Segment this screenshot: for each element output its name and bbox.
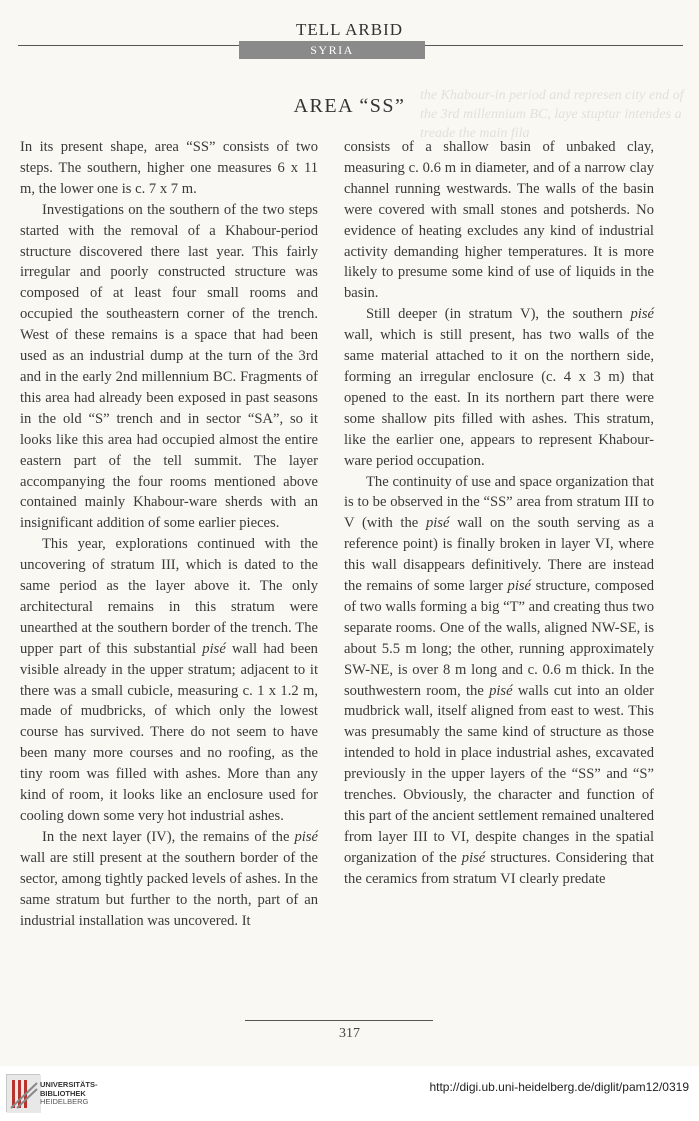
paragraph: In its present shape, area “SS” consists of two steps. The southern, higher one measures 6 x 11 m, the lower one is c. 7 x 7 m. <box>20 139 318 197</box>
viewer-footer <box>0 1066 699 1121</box>
italic-term: pisé <box>294 828 318 845</box>
page-number: 317 <box>339 1026 360 1041</box>
paragraph: consists of a shallow basin of unbaked clay, measuring c. 0.6 m in diameter, and of a narrow clay channel running westwards. The walls of the basin were covered with small stones and potsherds. No evidence of heating excludes any kind of industrial activity demanding higher temperatures. It is more likely to presume some kind of use of liquids in the basin. <box>344 139 654 302</box>
running-header-title: TELL ARBID <box>295 20 404 39</box>
italic-term: pisé <box>489 682 513 699</box>
paragraph: Still deeper (in stratum V), the southern pisé wall, which is still present, has two walls of the same material attached to it on the northern side, forming an irregular enclosure (c. 4 x 3 m) that opened to the east. In its northern part there were some shallow pits filled with ashes. This stratum, like the earlier one, appears to represent Khabour-ware period occupation. <box>344 306 655 469</box>
header-country-badge: SYRIA <box>239 41 425 59</box>
italic-term: pisé <box>507 578 532 595</box>
university-library-logo-icon[interactable] <box>6 1074 40 1112</box>
permalink-url[interactable]: http://digi.ub.uni-heidelberg.de/diglit/pam12/0319 <box>429 1080 689 1094</box>
paragraph: The continuity of use and space organization that is to be observed in the “SS” area from stratum III to V (with the pisé wall on the south serving as a reference point) is finally broken in layer VI, where this wall disappears definitively. There are instead the remains of some larger pisé structure, composed of two walls forming a big “T” and creating thus two separate rooms. One of the walls, aligned NW-SE, is about 5.5 m long; the other, running approximately SW-NE, is over 8 m long and c. 0.6 m thick. In the southwestern room, the pisé walls cut into an older mudbrick wall, itself aligned from east to west. This was presumably the same kind of structure as those intended to hold in place industrial ashes, excavated previously in the upper layers of the “SS” and “S” trenches. Obviously, the character and function of this part of the ancient settlement remained unaltered from layer III to VI, despite changes in the spatial organization of the pisé structures. Considering that the ceramics from stratum VI clearly predate <box>344 473 655 887</box>
paragraph: Investigations on the southern of the two steps started with the removal of a Khabour-period structure discovered there last year. This fairly irregular and poorly constructed structure was composed of at least four small rooms and occupied the southeastern corner of the trench. West of these remains is a space that had been used as an industrial dump at the turn of the 3rd and in the early 2nd millennium BC. Fragments of this area had already been exposed in past seasons in the old “S” trench and in sector “SA”, so it looks like this area had occupied almost the entire eastern part of the tell summit. The layer accompanying the four rooms mentioned above contained mainly Khabour-ware sherds with an insignificant addition of some earlier pieces. <box>20 201 318 532</box>
library-name: UNIVERSITÄTS- BIBLIOTHEK HEIDELBERG <box>40 1080 98 1106</box>
paragraph: This year, explorations continued with the uncovering of stratum III, which is dated to the same period as the layer above it. The only architectural remains in this stratum were unearthed at the southern border of the trench. The upper part of this substantial pisé wall had been visible already in the upper stratum; adjacent to it there was a small cubicle, measuring c. 1 x 1.2 m, made of mudbricks, of which only the lowest course has survived. There do not seem to have been many more courses and no roofing, as the tiny room was filled with ashes. More than any kind of room, it looks like an enclosure used for cooling down some very hot industrial ashes. <box>20 536 318 824</box>
bleed-through-text: the Khabour-in period and represen city end of the 3rd millennium BC, laye stuptur intendes a treade the main fila <box>420 88 684 141</box>
italic-term: pisé <box>202 640 226 657</box>
italic-term: pisé <box>461 849 486 866</box>
section-title: AREA “SS” <box>293 95 406 117</box>
footer-rule <box>245 1020 433 1021</box>
paragraph: In the next layer (IV), the remains of the pisé wall are still present at the southern border of the sector, among tightly packed levels of ashes. In the same stratum but further to the north, part of an industrial installation was uncovered. It <box>20 828 318 929</box>
italic-term: pisé <box>630 306 655 323</box>
right-column <box>344 137 654 890</box>
left-column <box>20 137 318 931</box>
italic-term: pisé <box>425 515 450 532</box>
